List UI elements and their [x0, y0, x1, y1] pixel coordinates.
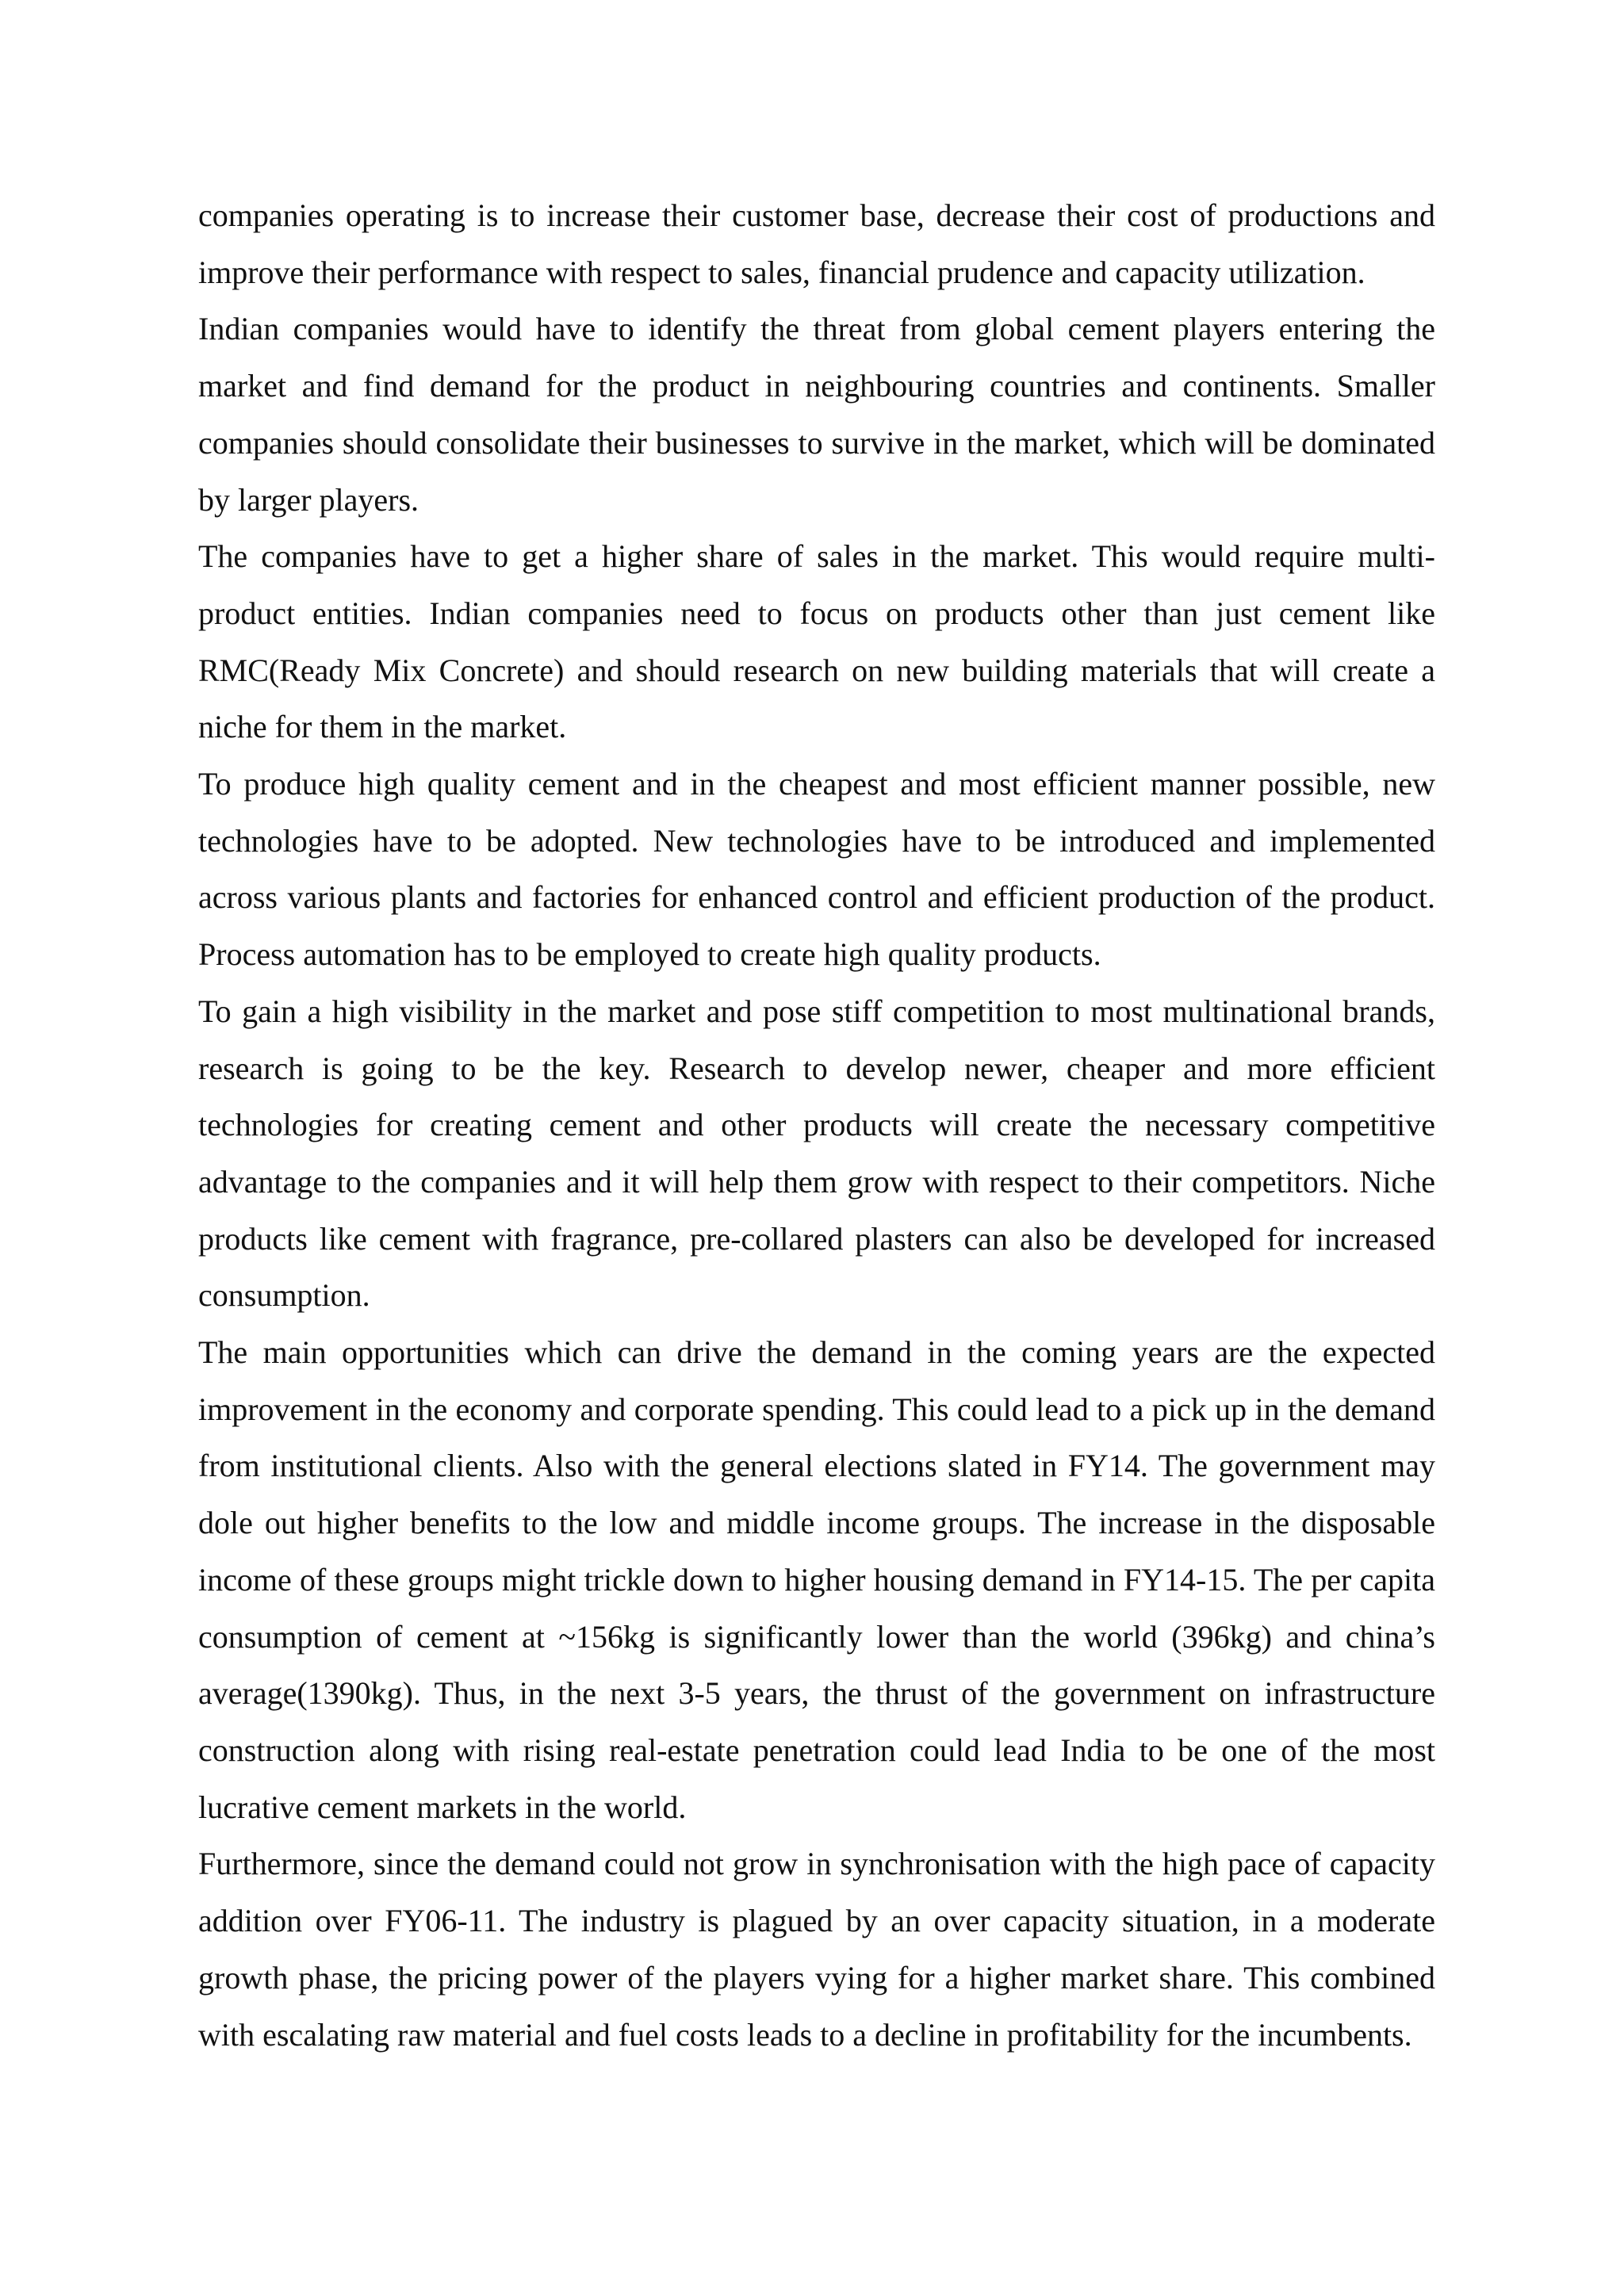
- paragraph-global-threat: Indian companies would have to identify the threat from global cement players entering the market and find demand for the product in neighbouring countries and continents. Smaller companies should consolidate their businesses to survive in the market, which will be dominated by larger players.: [198, 311, 1435, 518]
- paragraph-overcapacity: Furthermore, since the demand could not grow in synchronisation with the high pace of capacity addition over FY06-11. The industry is plagued by an over capacity situation, in a moderate growth phase, the pricing power of the players vying for a higher market share. This combined with escalating raw material and fuel costs leads to a decline in profitability for the incumbents.: [198, 1846, 1435, 2053]
- paragraph-technology: To produce high quality cement and in the cheapest and most efficient manner possible, new technologies have to be adopted. New technologies have to be introduced and implemented across various plants and factories for enhanced control and efficient production of the product. Process automation has to be employed to create high quality products.: [198, 766, 1435, 973]
- paragraph-sales-share: The companies have to get a higher share of sales in the market. This would require multi-product entities. Indian companies need to focus on products other than just cement like RMC(Ready Mix Concrete) and should research on new building materials that will create a niche for them in the market.: [198, 538, 1435, 745]
- body-text: [198, 187, 1435, 2063]
- paragraph-research: To gain a high visibility in the market and pose stiff competition to most multinational brands, research is going to be the key. Research to develop newer, cheaper and more efficient technologies for creating cement and other products will create the necessary competitive advantage to the companies and it will help them grow with respect to their competitors. Niche products like cement with fragrance, pre-collared plasters can also be developed for increased consumption.: [198, 993, 1435, 1314]
- paragraph-continuation: companies operating is to increase their customer base, decrease their cost of productions and improve their performance with respect to sales, financial prudence and capacity utilization.: [198, 197, 1435, 290]
- paragraph-opportunities: The main opportunities which can drive the demand in the coming years are the expected improvement in the economy and corporate spending. This could lead to a pick up in the demand from institutional clients. Also with the general elections slated in FY14. The government may dole out higher benefits to the low and middle income groups. The increase in the disposable income of these groups might trickle down to higher housing demand in FY14-15. The per capita consumption of cement at ~156kg is significantly lower than the world (396kg) and china’s average(1390kg). Thus, in the next 3-5 years, the thrust of the government on infrastructure construction along with rising real-estate penetration could lead India to be one of the most lucrative cement markets in the world.: [198, 1334, 1435, 1825]
